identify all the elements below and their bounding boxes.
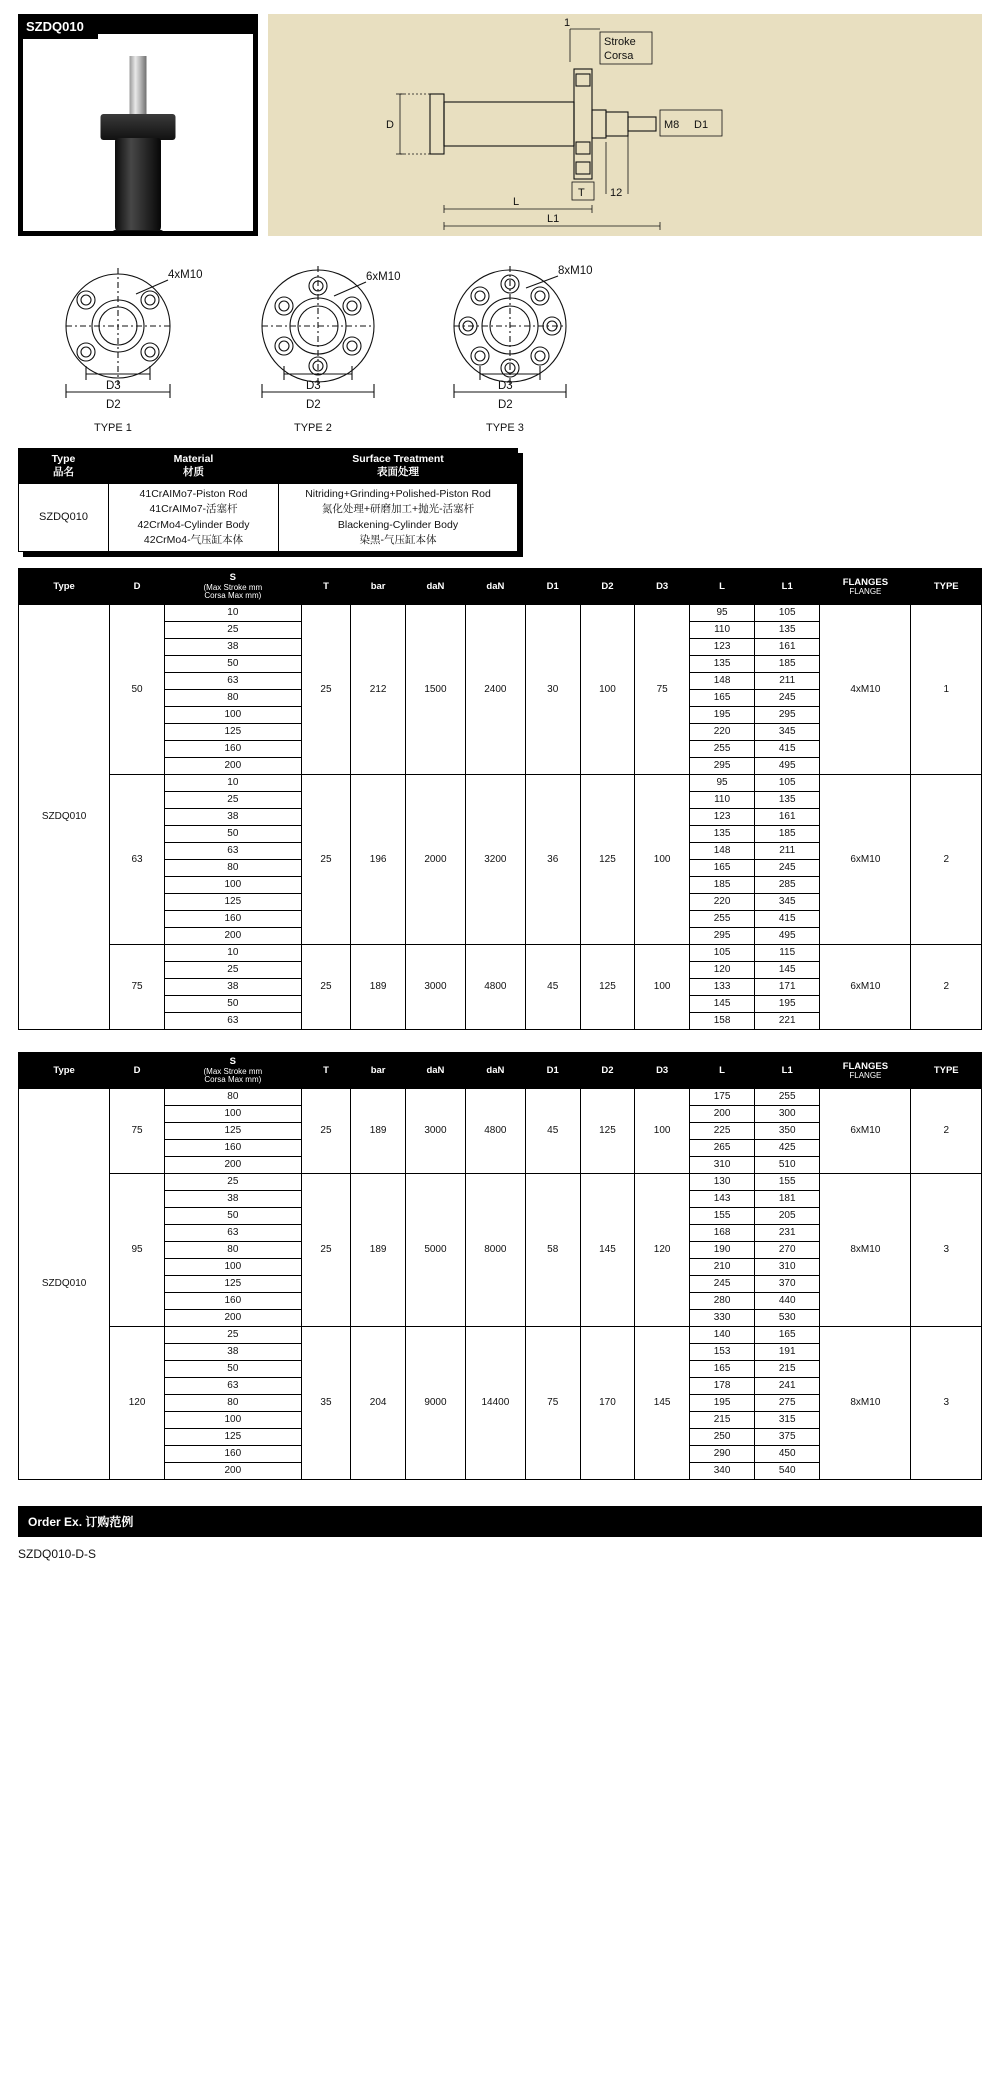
spec-cell-stroke: 160: [164, 741, 301, 758]
spec-header-d2: D2: [580, 569, 635, 605]
spec-cell-dan2: 8000: [465, 1174, 525, 1327]
material-header-type: Type 品名: [19, 449, 109, 484]
dim-label-l1: L1: [547, 213, 560, 225]
spec-cell-l1: 221: [755, 1013, 820, 1030]
spec-cell-stroke: 63: [164, 1225, 301, 1242]
spec-cell-flange-type: 2: [911, 945, 982, 1030]
spec-cell-stroke: 25: [164, 1174, 301, 1191]
spec-cell-l: 130: [690, 1174, 755, 1191]
spec-cell-l: 290: [690, 1446, 755, 1463]
material-cell-type: SZDQ010: [19, 484, 109, 552]
spec-cell-l1: 370: [755, 1276, 820, 1293]
spec-cell-d3: 100: [635, 1089, 690, 1174]
spec-cell-l: 165: [690, 1361, 755, 1378]
spec-cell-l1: 245: [755, 860, 820, 877]
spec-cell-d: 50: [110, 605, 165, 775]
spec-cell-l1: 165: [755, 1327, 820, 1344]
spec-cell-l1: 415: [755, 741, 820, 758]
spec-cell-l: 195: [690, 1395, 755, 1412]
spec-cell-flange-type: 2: [911, 1089, 982, 1174]
spec-cell-stroke: 50: [164, 656, 301, 673]
flange-3-bolts-label: 8xM10: [558, 265, 593, 277]
spec-cell-l1: 450: [755, 1446, 820, 1463]
spec-header-l1: L1: [755, 569, 820, 605]
spec-cell-flange-type: 3: [911, 1174, 982, 1327]
spec-header-l: L: [690, 1053, 755, 1089]
spec-cell-l1: 191: [755, 1344, 820, 1361]
table-row: [19, 775, 982, 792]
spec-header-dan1: daN: [405, 1053, 465, 1089]
spec-cell-bar: 189: [351, 1174, 406, 1327]
spec-cell-l: 210: [690, 1259, 755, 1276]
spec-2-header-row: [19, 1053, 982, 1089]
spec-header-t: T: [301, 569, 351, 605]
spec-cell-l1: 161: [755, 639, 820, 656]
spec-cell-flange: 6xM10: [820, 775, 911, 945]
spec-cell-l1: 211: [755, 673, 820, 690]
spec-cell-stroke: 100: [164, 1412, 301, 1429]
spec-cell-l: 105: [690, 945, 755, 962]
spec-cell-l: 148: [690, 673, 755, 690]
flange-2-type-label: TYPE 2: [294, 422, 332, 434]
flange-1-bolts-label: 4xM10: [168, 269, 203, 281]
spec-cell-l: 145: [690, 996, 755, 1013]
spec-cell-l: 190: [690, 1242, 755, 1259]
spec-cell-dan1: 1500: [405, 605, 465, 775]
spec-cell-l: 110: [690, 622, 755, 639]
spec-cell-d3: 120: [635, 1174, 690, 1327]
flange-types-section: [18, 254, 982, 434]
spec-cell-d: 75: [110, 1089, 165, 1174]
spec-cell-l1: 530: [755, 1310, 820, 1327]
material-header-surface: Surface Treatment 表面处理: [279, 449, 518, 484]
spec-cell-d1: 45: [525, 945, 580, 1030]
spec-header-flanges: FLANGES FLANGE: [820, 569, 911, 605]
spec-cell-l1: 241: [755, 1378, 820, 1395]
spec-cell-l: 110: [690, 792, 755, 809]
spec-cell-l1: 510: [755, 1157, 820, 1174]
spec-cell-d1: 45: [525, 1089, 580, 1174]
flange-3-type-label: TYPE 3: [486, 422, 524, 434]
table-row: [19, 1174, 982, 1191]
spec-header-d3: D3: [635, 1053, 690, 1089]
spec-cell-l1: 255: [755, 1089, 820, 1106]
spec-cell-stroke: 200: [164, 758, 301, 775]
spec-header-d: D: [110, 569, 165, 605]
spec-cell-stroke: 25: [164, 962, 301, 979]
spec-cell-stroke: 63: [164, 673, 301, 690]
spec-cell-l: 95: [690, 605, 755, 622]
spec-cell-dan1: 9000: [405, 1327, 465, 1480]
spec-cell-stroke: 125: [164, 1429, 301, 1446]
spec-cell-l: 255: [690, 741, 755, 758]
spec-cell-d3: 100: [635, 775, 690, 945]
spec-cell-l: 148: [690, 843, 755, 860]
spec-cell-stroke: 125: [164, 894, 301, 911]
spec-cell-stroke: 125: [164, 724, 301, 741]
dim-label-d1: D1: [694, 119, 709, 131]
spec-cell-l: 340: [690, 1463, 755, 1480]
spec-cell-stroke: 200: [164, 1310, 301, 1327]
spec-cell-stroke: 80: [164, 860, 301, 877]
material-table-row: [19, 484, 518, 552]
spec-cell-l1: 155: [755, 1174, 820, 1191]
spec-cell-dan2: 4800: [465, 945, 525, 1030]
spec-cell-flange: 6xM10: [820, 1089, 911, 1174]
spec-cell-d1: 36: [525, 775, 580, 945]
cylinder-base-graphic: [113, 230, 163, 231]
spec-cell-stroke: 25: [164, 792, 301, 809]
spec-cell-l: 220: [690, 894, 755, 911]
spec-cell-dan1: 2000: [405, 775, 465, 945]
spec-cell-l1: 345: [755, 894, 820, 911]
spec-header-d2: D2: [580, 1053, 635, 1089]
spec-cell-stroke: 10: [164, 945, 301, 962]
spec-cell-stroke: 25: [164, 622, 301, 639]
spec-cell-l1: 295: [755, 707, 820, 724]
spec-cell-l: 95: [690, 775, 755, 792]
spec-cell-l1: 211: [755, 843, 820, 860]
spec-cell-stroke: 10: [164, 605, 301, 622]
spec-cell-flange-type: 2: [911, 775, 982, 945]
spec-cell-l1: 161: [755, 809, 820, 826]
spec-header-d: D: [110, 1053, 165, 1089]
spec-cell-l: 153: [690, 1344, 755, 1361]
dim-label-corsa: Corsa: [604, 50, 634, 62]
spec-cell-l1: 171: [755, 979, 820, 996]
spec-cell-flange: 8xM10: [820, 1327, 911, 1480]
spec-cell-type: SZDQ010: [19, 1089, 110, 1480]
spec-cell-stroke: 160: [164, 911, 301, 928]
spec-cell-bar: 189: [351, 945, 406, 1030]
spec-header-d1: D1: [525, 1053, 580, 1089]
spec-cell-stroke: 200: [164, 1463, 301, 1480]
spec-cell-l: 158: [690, 1013, 755, 1030]
flange-2-d3-label: D3: [306, 380, 321, 392]
spec-cell-l: 133: [690, 979, 755, 996]
spec-cell-t: 25: [301, 1174, 351, 1327]
spec-cell-stroke: 200: [164, 928, 301, 945]
spec-header-dan2: daN: [465, 569, 525, 605]
spec-cell-stroke: 63: [164, 1013, 301, 1030]
spec-cell-l1: 145: [755, 962, 820, 979]
table-row: [19, 1089, 982, 1106]
order-example-code: SZDQ010-D-S: [18, 1547, 97, 1562]
material-table: [18, 448, 518, 552]
product-title: SZDQ010: [18, 14, 98, 39]
spec-cell-l: 165: [690, 860, 755, 877]
spec-cell-l: 178: [690, 1378, 755, 1395]
spec-cell-l: 135: [690, 656, 755, 673]
spec-header-type-col: TYPE: [911, 1053, 982, 1089]
spec-cell-d: 120: [110, 1327, 165, 1480]
spec-cell-stroke: 38: [164, 809, 301, 826]
spec-cell-l1: 181: [755, 1191, 820, 1208]
spec-cell-stroke: 25: [164, 1327, 301, 1344]
spec-cell-d2: 145: [580, 1174, 635, 1327]
flange-2-bolts-label: 6xM10: [366, 271, 401, 283]
spec-1-header-row: [19, 569, 982, 605]
product-photo-panel: [18, 14, 258, 236]
spec-cell-stroke: 38: [164, 979, 301, 996]
spec-cell-stroke: 50: [164, 1208, 301, 1225]
spec-cell-l: 120: [690, 962, 755, 979]
material-table-wrapper: [18, 448, 518, 552]
spec-cell-l: 245: [690, 1276, 755, 1293]
spec-cell-stroke: 160: [164, 1446, 301, 1463]
spec-cell-flange: 4xM10: [820, 605, 911, 775]
spec-cell-l1: 315: [755, 1412, 820, 1429]
spec-cell-l: 155: [690, 1208, 755, 1225]
spec-cell-d2: 125: [580, 775, 635, 945]
spec-cell-l1: 300: [755, 1106, 820, 1123]
spec-table-2-wrapper: [18, 1052, 982, 1480]
table-row: [19, 945, 982, 962]
spec-cell-stroke: 125: [164, 1276, 301, 1293]
spec-header-t: T: [301, 1053, 351, 1089]
spec-cell-l: 255: [690, 911, 755, 928]
spec-cell-l1: 135: [755, 622, 820, 639]
spec-cell-stroke: 80: [164, 690, 301, 707]
spec-cell-stroke: 80: [164, 1395, 301, 1412]
spec-cell-l: 168: [690, 1225, 755, 1242]
spec-header-d1: D1: [525, 569, 580, 605]
spec-cell-d3: 145: [635, 1327, 690, 1480]
spec-cell-stroke: 38: [164, 1191, 301, 1208]
spec-cell-stroke: 63: [164, 843, 301, 860]
spec-cell-l: 200: [690, 1106, 755, 1123]
table-row: [19, 605, 982, 622]
spec-header-s: S (Max Stroke mm Corsa Max mm): [164, 1053, 301, 1089]
spec-cell-l1: 185: [755, 826, 820, 843]
spec-cell-l: 220: [690, 724, 755, 741]
spec-cell-l1: 231: [755, 1225, 820, 1242]
spec-cell-type: SZDQ010: [19, 605, 110, 1030]
spec-cell-l1: 215: [755, 1361, 820, 1378]
dimension-drawing: [268, 14, 982, 236]
spec-cell-d2: 170: [580, 1327, 635, 1480]
flange-2-d2-label: D2: [306, 399, 321, 411]
spec-cell-flange: 8xM10: [820, 1174, 911, 1327]
flange-diagrams: [18, 254, 982, 434]
piston-rod-graphic: [130, 56, 147, 118]
spec-2-body: [19, 1089, 982, 1480]
spec-cell-d: 95: [110, 1174, 165, 1327]
spec-header-flanges: FLANGES FLANGE: [820, 1053, 911, 1089]
flange-1-d3-label: D3: [106, 380, 121, 392]
order-example-bar: Order Ex. 订购范例: [18, 1506, 982, 1537]
spec-cell-l: 310: [690, 1157, 755, 1174]
spec-header-l: L: [690, 569, 755, 605]
product-photo: [23, 34, 253, 231]
spec-cell-t: 25: [301, 1089, 351, 1174]
spec-header-s: S (Max Stroke mm Corsa Max mm): [164, 569, 301, 605]
spec-cell-l1: 375: [755, 1429, 820, 1446]
spec-cell-l1: 105: [755, 775, 820, 792]
spec-cell-stroke: 160: [164, 1293, 301, 1310]
flange-3-d3-label: D3: [498, 380, 513, 392]
spec-cell-dan1: 3000: [405, 1089, 465, 1174]
spec-cell-stroke: 50: [164, 826, 301, 843]
spec-header-l1: L1: [755, 1053, 820, 1089]
spec-cell-d2: 125: [580, 1089, 635, 1174]
spec-cell-l: 175: [690, 1089, 755, 1106]
spec-table-1: [18, 568, 982, 1030]
spec-cell-dan1: 5000: [405, 1174, 465, 1327]
spec-cell-d3: 75: [635, 605, 690, 775]
spec-cell-l1: 245: [755, 690, 820, 707]
dim-label-l: L: [513, 196, 520, 208]
spec-cell-l1: 425: [755, 1140, 820, 1157]
spec-cell-t: 25: [301, 775, 351, 945]
spec-cell-stroke: 50: [164, 1361, 301, 1378]
cylinder-flange-graphic: [101, 114, 176, 140]
spec-cell-stroke: 160: [164, 1140, 301, 1157]
dim-label-1: 1: [564, 17, 571, 29]
spec-cell-d2: 125: [580, 945, 635, 1030]
spec-cell-d: 75: [110, 945, 165, 1030]
spec-cell-l1: 185: [755, 656, 820, 673]
spec-cell-bar: 189: [351, 1089, 406, 1174]
spec-1-body: [19, 605, 982, 1030]
dim-label-d: D: [386, 119, 394, 131]
spec-cell-l: 295: [690, 758, 755, 775]
spec-header-bar: bar: [351, 1053, 406, 1089]
spec-cell-stroke: 125: [164, 1123, 301, 1140]
spec-cell-dan2: 4800: [465, 1089, 525, 1174]
spec-cell-l: 280: [690, 1293, 755, 1310]
spec-cell-d: 63: [110, 775, 165, 945]
spec-cell-l1: 205: [755, 1208, 820, 1225]
spec-cell-bar: 196: [351, 775, 406, 945]
spec-cell-stroke: 200: [164, 1157, 301, 1174]
flange-1-type-label: TYPE 1: [94, 422, 132, 434]
spec-cell-dan1: 3000: [405, 945, 465, 1030]
spec-cell-l: 295: [690, 928, 755, 945]
spec-cell-dan2: 2400: [465, 605, 525, 775]
spec-cell-t: 25: [301, 605, 351, 775]
spec-cell-flange-type: 1: [911, 605, 982, 775]
spec-cell-l: 140: [690, 1327, 755, 1344]
spec-cell-d3: 100: [635, 945, 690, 1030]
spec-cell-l1: 135: [755, 792, 820, 809]
spec-cell-bar: 212: [351, 605, 406, 775]
spec-header-dan2: daN: [465, 1053, 525, 1089]
spec-cell-d1: 58: [525, 1174, 580, 1327]
dim-label-t: T: [578, 187, 585, 199]
spec-cell-t: 35: [301, 1327, 351, 1480]
spec-cell-stroke: 63: [164, 1378, 301, 1395]
spec-cell-l1: 345: [755, 724, 820, 741]
spec-cell-l: 185: [690, 877, 755, 894]
spec-cell-l1: 440: [755, 1293, 820, 1310]
spec-cell-l: 225: [690, 1123, 755, 1140]
flange-1-d2-label: D2: [106, 399, 121, 411]
spec-cell-d1: 30: [525, 605, 580, 775]
material-header-material: Material 材质: [109, 449, 279, 484]
spec-cell-l1: 115: [755, 945, 820, 962]
spec-cell-l: 330: [690, 1310, 755, 1327]
spec-table-1-wrapper: [18, 568, 982, 1030]
catalog-page: [0, 14, 1000, 2073]
spec-cell-l: 215: [690, 1412, 755, 1429]
spec-cell-dan2: 14400: [465, 1327, 525, 1480]
spec-cell-l: 265: [690, 1140, 755, 1157]
spec-cell-l: 195: [690, 707, 755, 724]
cylinder-body-graphic: [115, 138, 161, 231]
technical-drawing-panel: [268, 14, 982, 236]
spec-cell-d2: 100: [580, 605, 635, 775]
dim-label-stroke: Stroke: [604, 36, 636, 48]
spec-cell-stroke: 80: [164, 1242, 301, 1259]
table-row: [19, 1327, 982, 1344]
flange-3-d2-label: D2: [498, 399, 513, 411]
spec-cell-l1: 270: [755, 1242, 820, 1259]
spec-cell-stroke: 50: [164, 996, 301, 1013]
spec-cell-l: 165: [690, 690, 755, 707]
spec-cell-stroke: 38: [164, 1344, 301, 1361]
spec-cell-l: 135: [690, 826, 755, 843]
spec-cell-l: 250: [690, 1429, 755, 1446]
material-cell-surface: Nitriding+Grinding+Polished-Piston Rod 氮化处理+研磨加工+抛光-活塞杆 Blackening-Cylinder Body 染黑-气压缸本体: [279, 484, 518, 552]
spec-cell-stroke: 10: [164, 775, 301, 792]
spec-cell-l1: 540: [755, 1463, 820, 1480]
spec-cell-stroke: 80: [164, 1089, 301, 1106]
spec-cell-bar: 204: [351, 1327, 406, 1480]
spec-cell-l1: 285: [755, 877, 820, 894]
spec-cell-l: 123: [690, 809, 755, 826]
spec-cell-stroke: 38: [164, 639, 301, 656]
dim-label-12: 12: [610, 187, 623, 199]
material-cell-material: 41CrAIMo7-Piston Rod 41CrAIMo7-活塞杆 42CrMo4-Cylinder Body 42CrMo4-气压缸本体: [109, 484, 279, 552]
spec-header-type-col: TYPE: [911, 569, 982, 605]
spec-cell-flange-type: 3: [911, 1327, 982, 1480]
spec-cell-l1: 495: [755, 928, 820, 945]
spec-cell-l1: 105: [755, 605, 820, 622]
dim-label-m8: M8: [664, 119, 680, 131]
spec-header-type: Type: [19, 569, 110, 605]
spec-cell-flange: 6xM10: [820, 945, 911, 1030]
spec-cell-stroke: 100: [164, 707, 301, 724]
top-section: [18, 14, 982, 236]
spec-table-2: [18, 1052, 982, 1480]
spec-cell-stroke: 100: [164, 1106, 301, 1123]
spec-header-dan1: daN: [405, 569, 465, 605]
spec-cell-l: 123: [690, 639, 755, 656]
spec-header-d3: D3: [635, 569, 690, 605]
spec-cell-l1: 275: [755, 1395, 820, 1412]
spec-cell-t: 25: [301, 945, 351, 1030]
spec-cell-l1: 415: [755, 911, 820, 928]
spec-cell-stroke: 100: [164, 877, 301, 894]
spec-cell-l1: 350: [755, 1123, 820, 1140]
spec-cell-l1: 195: [755, 996, 820, 1013]
spec-header-type: Type: [19, 1053, 110, 1089]
spec-cell-stroke: 100: [164, 1259, 301, 1276]
spec-cell-l: 143: [690, 1191, 755, 1208]
spec-cell-l1: 310: [755, 1259, 820, 1276]
material-table-header-row: [19, 449, 518, 484]
spec-header-bar: bar: [351, 569, 406, 605]
spec-cell-d1: 75: [525, 1327, 580, 1480]
spec-cell-l1: 495: [755, 758, 820, 775]
spec-cell-dan2: 3200: [465, 775, 525, 945]
